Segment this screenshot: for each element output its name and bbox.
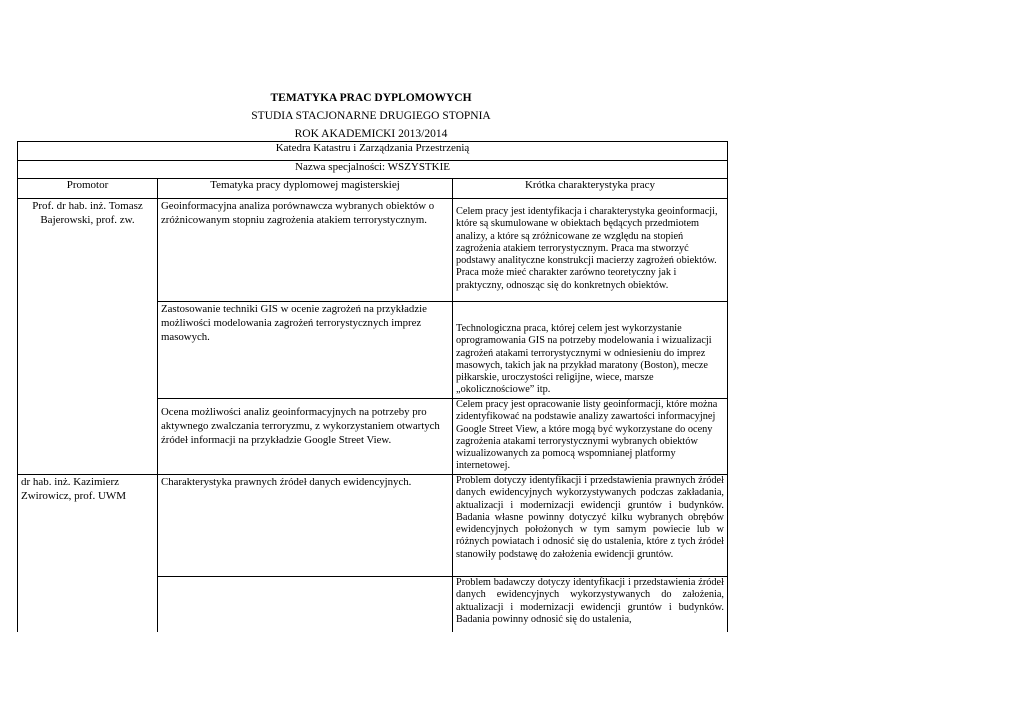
promotor-cell: dr hab. inż. Kazimierz Zwirowicz, prof. UWM [18,475,158,637]
column-header-row [18,179,728,199]
academic-year: ROK AKADEMICKI 2013/2014 [294,128,448,140]
table-row [18,475,728,577]
topic-cell: Geoinformacyjna analiza porównawcza wybranych obiektów o zróżnicowanym stopniu zagrożenia atakiem terrorystycznym. [158,199,453,302]
department-name: Katedra Katastru i Zarządzania Przestrzenią [18,142,728,161]
specialty-row [18,161,728,179]
promotor-cell: Prof. dr hab. inż. Tomasz Bajerowski, prof. zw. [18,199,158,475]
topic-cell [158,577,453,637]
column-header-topic: Tematyka pracy dyplomowej magisterskiej [158,179,453,199]
description-cell: Celem pracy jest identyfikacja i charakterystyka geoinformacji, które są skumulowane w obiektach będących przedmiotem analizy, a które są zróżnicowane ze względu na stopień zagrożenia atakiem terrorystycznym. Praca ma stworzyć podstawy analityczne konstrukcji macierzy zagrożeń obiektów. Praca może mieć charakter zarówno teoretyczny jak i praktyczny, odnosząc się do konkretnych obiektów. [453,199,728,302]
topics-table [17,141,728,637]
column-header-description: Krótka charakterystyka pracy [453,179,728,199]
page-bottom-margin [0,632,1024,724]
specialty-name: Nazwa specjalności: WSZYSTKIE [18,161,728,179]
table-row [18,199,728,302]
department-row [18,142,728,161]
description-cell: Celem pracy jest opracowanie listy geoinformacji, które można zidentyfikować na podstawie analizy zawartości informacyjnej Google Street View, a które mogą być wykorzystane do oceny zagrożenia atakami terrorystycznymi wybranych obiektów wizualizowanych za pomocą wspomnianej platformy internetowej. [453,399,728,475]
topic-cell: Charakterystyka prawnych źródeł danych ewidencyjnych. [158,475,453,577]
description-cell: Technologiczna praca, której celem jest wykorzystanie oprogramowania GIS na potrzeby modelowania i wizualizacji zagrożeń atakami terrorystycznymi w odniesieniu do imprez masowych, takich jak na przykład maratony (Boston), mecze piłkarskie, uroczystości religijne, wiece, marsze „okolicznościowe” itp. [453,302,728,399]
description-cell: Problem dotyczy identyfikacji i przedstawienia prawnych źródeł danych ewidencyjnych wykorzystywanych podczas zakładania, aktualizacji i modernizacji ewidencji gruntów i budynków. Badania własne powinny dotyczyć kilku wybranych obrębów ewidencyjnych położonych w tym samym powiecie lub w różnych powiatach i odnosić się do ustalenia, które z tych źródeł stanowiły podstawę do założenia ewidencji gruntów. [453,475,728,577]
document-subtitle: STUDIA STACJONARNE DRUGIEGO STOPNIA [251,110,491,122]
document-title: TEMATYKA PRAC DYPLOMOWYCH [270,92,472,104]
topic-cell: Ocena możliwości analiz geoinformacyjnych na potrzeby pro aktywnego zwalczania terroryzmu, z wykorzystaniem otwartych źródeł informacji na przykładzie Google Street View. [158,399,453,475]
column-header-promotor: Promotor [18,179,158,199]
description-cell: Problem badawczy dotyczy identyfikacji i przedstawienia źródeł danych ewidencyjnych wykorzystywanych do założenia, aktualizacji i modernizacji ewidencji gruntów i budynków. Badania powinny odnosić się do ustalenia, [453,577,728,637]
topic-cell: Zastosowanie techniki GIS w ocenie zagrożeń na przykładzie możliwości modelowania zagrożeń terrorystycznych imprez masowych. [158,302,453,399]
